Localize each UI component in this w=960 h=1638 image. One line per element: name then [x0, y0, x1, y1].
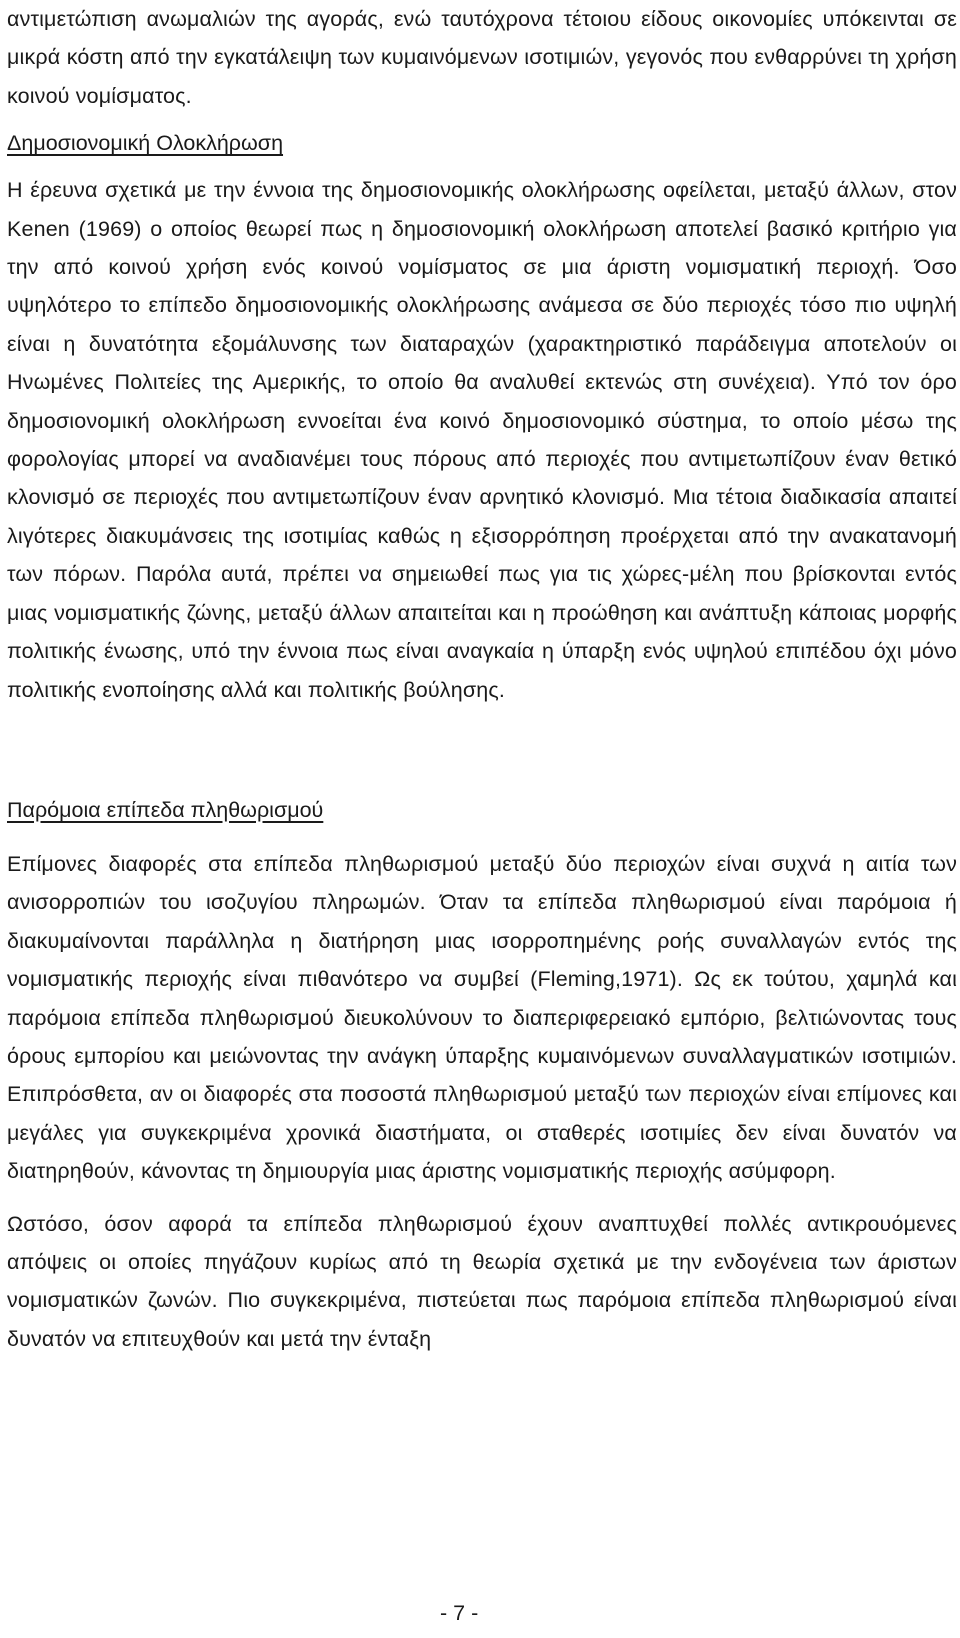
section-heading-fiscal-integration: Δημοσιονομική Ολοκλήρωση [7, 131, 284, 156]
page-number: - 7 - [440, 1601, 479, 1625]
paragraph-fiscal-integration: Η έρευνα σχετικά με την έννοια της δημοσιονομικής ολοκλήρωσης οφείλεται, μεταξύ άλλων, στον Kenen (1969) ο οποίος θεωρεί πως η δημοσιονομική ολοκλήρωση αποτελεί βασικό κριτήριο για την από κοινού χρήση ενός κοινού νομίσματος σε μια άριστη νομισματική περιοχή. Όσο υψηλότερο το επίπεδο δημοσιονομικής ολοκλήρωσης ανάμεσα σε δύο περιοχές τόσο πιο υψηλή είναι η δυνατότητα εξομάλυνσης των διαταραχών (χαρακτηριστικό παράδειγμα αποτελούν οι Ηνωμένες Πολιτείες της Αμερικής, το οποίο θα αναλυθεί εκτενώς στη συνέχεια). Υπό τον όρο δημοσιονομική ολοκλήρωση εννοείται ένα κοινό δημοσιονομικό σύστημα, το οποίο μέσω της φορολογίας μπορεί να αναδιανέμει τους πόρους από περιοχές που αντιμετωπίζουν έναν θετικό κλονισμό σε περιοχές που αντιμετωπίζουν έναν αρνητικό κλονισμό. Μια τέτοια διαδικασία απαιτεί λιγότερες διακυμάνσεις της ισοτιμίας καθώς η εξισορρόπηση προέρχεται από την ανακατανομή των πόρων. Παρόλα αυτά, πρέπει να σημειωθεί πως για τις χώρες-μέλη που βρίσκονται εντός μιας νομισματικής ζώνης, μεταξύ άλλων απαιτείται και η προώθηση και ανάπτυξη κάποιας μορφής πολιτικής ένωσης, υπό την έννοια πως είναι αναγκαία η ύπαρξη ενός υψηλού επιπέδου όχι μόνο πολιτικής ενοποίησης αλλά και πολιτικής βούλησης. [7, 178, 957, 702]
paragraph-market-anomalies: αντιμετώπιση ανωμαλιών της αγοράς, ενώ ταυτόχρονα τέτοιου είδους οικονομίες υπόκεινται σε μικρά κόστη από την εγκατάλειψη των κυμαινόμενων ισοτιμιών, γεγονός που ενθαρρύνει τη χρήση κοινού νομίσματος. [7, 7, 957, 108]
document-body [7, 0, 957, 1358]
paragraph-conflicting-views: Ωστόσο, όσον αφορά τα επίπεδα πληθωρισμού έχουν αναπτυχθεί πολλές αντικρουόμενες απόψεις οι οποίες πηγάζουν κυρίως από τη θεωρία σχετικά με την ενδογένεια των άριστων νομισματικών ζωνών. Πιο συγκεκριμένα, πιστεύεται πως παρόμοια επίπεδα πληθωρισμού είναι δυνατόν να επιτευχθούν και μετά την ένταξη [7, 1211, 957, 1351]
section-heading-similar-inflation: Παρόμοια επίπεδα πληθωρισμού [7, 797, 324, 822]
paragraph-inflation-differences: Επίμονες διαφορές στα επίπεδα πληθωρισμού μεταξύ δύο περιοχών είναι συχνά η αιτία των ανισορροπιών του ισοζυγίου πληρωμών. Όταν τα επίπεδα πληθωρισμού είναι παρόμοια ή διακυμαίνονται παράλληλα η διατήρηση μιας ισορροπημένης ροής συναλλαγών εντός της νομισματικής περιοχής είναι πιθανότερο να συμβεί (Fleming,1971). Ως εκ τούτου, χαμηλά και παρόμοια επίπεδα πληθωρισμού διευκολύνουν το διαπεριφερειακό εμπόριο, βελτιώνοντας τους όρους εμπορίου και μειώνοντας την ανάγκη ύπαρξης κυμαινόμενων συναλλαγματικών ισοτιμιών. Επιπρόσθετα, αν οι διαφορές στα ποσοστά πληθωρισμού μεταξύ των περιοχών είναι επίμονες και μεγάλες για συγκεκριμένα χρονικά διαστήματα, οι σταθερές ισοτιμίες δεν είναι δυνατόν να διατηρηθούν, κάνοντας τη δημιουργία μιας άριστης νομισματικής περιοχής ασύμφορη. [7, 851, 957, 1184]
